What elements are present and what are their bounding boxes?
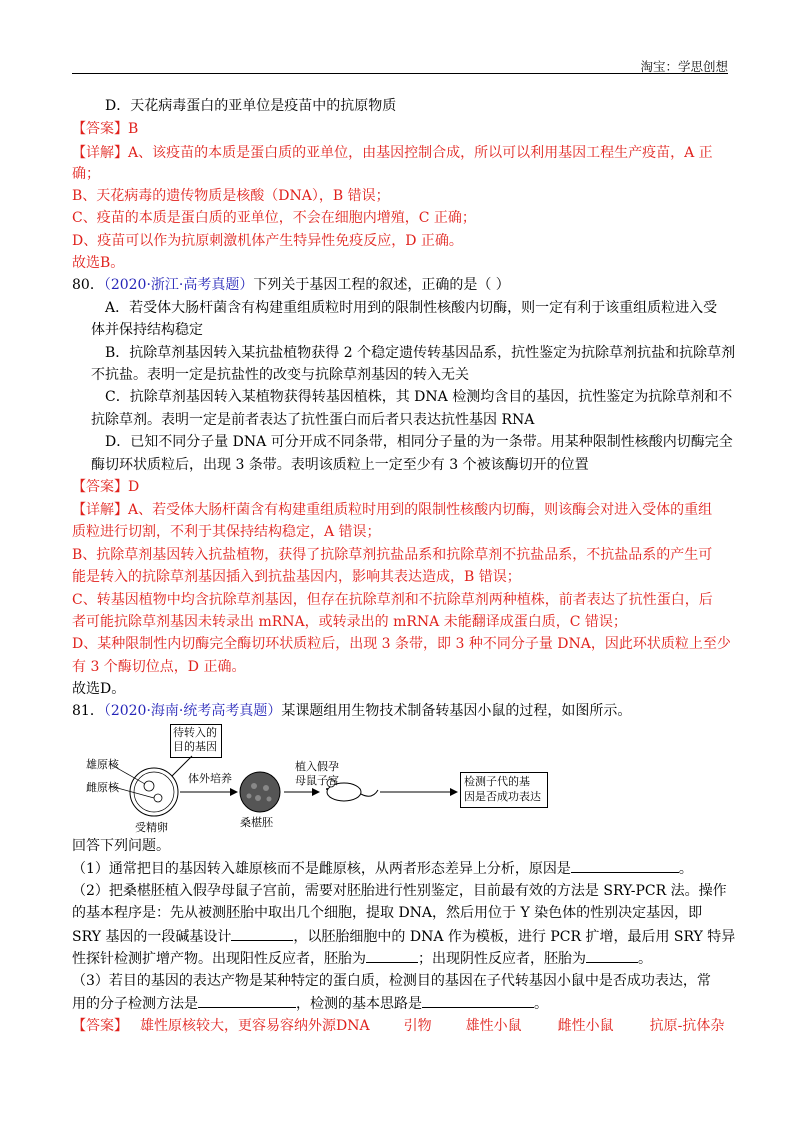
fertilized-egg-label: 受精卵: [135, 821, 168, 834]
q80-option-a-1: A．若受体大肠杆菌含有构建重组质粒时用到的限制性核酸内切酶，则一定有利于该重组质粒进入受: [105, 300, 718, 316]
question-number: 80．: [72, 277, 104, 293]
q81-answer: [72, 1016, 724, 1036]
detail-text: A、若受体大肠杆菌含有构建重组质粒时用到的限制性核酸内切酶，则该酶会对进入受体的重组: [128, 502, 713, 518]
q80-conclusion: 故选D。: [72, 681, 126, 697]
prev-detail-line-5: D、疫苗可以作为抗原刺激机体产生特异性免疫反应，D 正确。: [72, 233, 463, 249]
implant-label-2: 母鼠子宫: [295, 774, 339, 787]
answer-value: B: [128, 121, 139, 137]
q81-sub2-line-3: [72, 926, 735, 947]
prev-detail-line-4: C、疫苗的本质是蛋白质的亚单位，不会在细胞内增殖，C 正确；: [72, 210, 476, 226]
q80-answer: [72, 477, 139, 497]
answer-1: 雄性原核较大，更容易容纳外源DNA: [140, 1018, 370, 1034]
answer-blank[interactable]: [571, 858, 679, 873]
morula-label: 桑椹胚: [240, 816, 273, 829]
implant-label-1: 植入假孕: [295, 760, 339, 773]
detail-label: 【详解】: [72, 145, 128, 161]
q81-sub3-line-2: [72, 993, 548, 1014]
q80-detail-line-2: 质粒进行切割，不利于其保持结构稳定，A 错误；: [72, 524, 381, 540]
q80-option-d-1: D．已知不同分子量 DNA 可分开成不同条带，相同分子量的为一条带。用某种限制性核酸内切酶完全: [105, 434, 733, 450]
sub2-text: SRY 基因的一段碱基设计: [72, 929, 232, 945]
answer-blank[interactable]: [422, 993, 534, 1008]
prev-detail-line-3: B、天花病毒的遗传物质是核酸（DNA），B 错误；: [72, 188, 390, 204]
question-stem: 某课题组用生物技术制备转基因小鼠的过程，如图所示。: [281, 703, 632, 719]
prev-conclusion: 故选B。: [72, 255, 125, 271]
morula-cell: [255, 795, 261, 801]
q80-detail-line-1: [72, 500, 712, 520]
detect-label-2: 因是否成功表达: [464, 790, 541, 803]
mouse-tail: [361, 790, 378, 796]
q81-prompt: 回答下列问题。: [72, 838, 170, 854]
morula-cell: [263, 785, 269, 791]
answer-2: 引物: [403, 1018, 432, 1034]
sub2-end: 。: [638, 951, 652, 967]
q81-sub3-line-1: （3）若目的基因的表达产物是某种特定的蛋白质，检测目的基因在子代转基因小鼠中是否成功表达，常: [72, 973, 711, 989]
answer-5: 抗原-抗体杂: [649, 1018, 725, 1034]
q80-detail-line-7: D、某种限制性内切酶完全酶切环状质粒后，出现 3 条带，即 3 种不同分子量 DNA，因此环状质粒上至少: [72, 636, 731, 652]
female-nucleus-shape: [154, 794, 162, 802]
answer-label: 【答案】: [72, 479, 128, 495]
q80-detail-line-3: B、抗除草剂基因转入抗盐植物，获得了抗除草剂抗盐品系和抗除草剂不抗盐品系，不抗盐品系的产生可: [72, 547, 713, 563]
answer-blank[interactable]: [366, 948, 418, 963]
question-number: 81．: [72, 703, 104, 719]
q80-option-c-1: C．抗除草剂基因转入某植物获得转基因植株，其 DNA 检测均含目的基因，抗性鉴定为抗除草剂和不: [105, 389, 733, 405]
sub3-text: ，检测的基本思路是: [296, 996, 422, 1012]
q80-option-d-2: 酶切环状质粒后，出现 3 条带。表明该质粒上一定至少有 3 个被该酶切开的位置: [91, 457, 589, 473]
answer-blank[interactable]: [586, 948, 638, 963]
q80-detail-line-4: 能是转入的抗除草剂基因插入到抗盐基因内，影响其表达造成，B 错误；: [72, 569, 521, 585]
q80-option-a-2: 体并保持结构稳定: [91, 322, 203, 338]
q81-stem-line: [72, 701, 631, 721]
prev-answer: [72, 119, 138, 139]
culture-arrowhead: [230, 788, 238, 796]
fertilized-egg-shape: [130, 768, 178, 816]
q80-detail-line-5: C、转基因植物中均含抗除草剂基因，但存在抗除草剂和不抗除草剂两种植株，前者表达了抗性蛋白，后: [72, 592, 713, 608]
sub1-end: 。: [678, 861, 693, 877]
q81-sub2-line-1: （2）把桑椹胚植入假孕母鼠子宫前，需要对胚胎进行性别鉴定，目前最有效的方法是 SRY-PCR 法。操作: [72, 883, 727, 899]
question-source: （2020·海南·统考高考真题）: [103, 703, 282, 719]
answer-3: 雄性小鼠: [465, 1018, 522, 1034]
answer-label: 【答案】: [72, 1018, 128, 1034]
gene-box-label-2: 目的基因: [173, 740, 217, 753]
q80-stem-line: [72, 275, 510, 295]
sub1-text: （1）通常把目的基因转入雄原核而不是雌原核，从两者形态差异上分析，原因是: [72, 861, 571, 877]
culture-label: 体外培养: [188, 772, 232, 785]
q81-sub1: [72, 858, 693, 879]
morula-cell: [247, 794, 252, 799]
q80-option-b-1: B．抗除草剂基因转入某抗盐植物获得 2 个稳定遗传转基因品系，抗性鉴定为抗除草剂抗盐和抗除草剂: [105, 345, 736, 361]
prev-detail-line-2: 确；: [72, 166, 100, 182]
prev-detail-line-1: [72, 143, 713, 163]
q81-sub2-line-2: 的基本程序是：先从被测胚胎中取出几个细胞，提取 DNA，然后用位于 Y 染色体的性别决定基因，即: [72, 905, 703, 921]
morula-cell: [251, 783, 257, 789]
gene-box-label-1: 待转入的: [173, 726, 217, 739]
sub2-text: 性探针检测扩增产物。出现阳性反应者，胚胎为: [72, 951, 366, 967]
q80-option-c-2: 抗除草剂。表明一定是前者表达了抗性蛋白而后者只表达抗性基因 RNA: [91, 412, 535, 428]
header-divider: [72, 73, 728, 74]
male-nucleus-shape: [144, 781, 154, 791]
sub3-text: 用的分子检测方法是: [72, 996, 198, 1012]
header-shop-label: 淘宝：学思创想: [640, 59, 728, 74]
sub2-text: ，以胚胎细胞中的 DNA 作为模板，进行 PCR 扩增，最后用 SRY 特异: [293, 929, 736, 945]
answer-value: D: [128, 479, 140, 495]
detail-text: A、该疫苗的本质是蛋白质的亚单位，由基因控制合成，所以可以利用基因工程生产疫苗，A 正: [128, 145, 713, 161]
question-stem: 下列关于基因工程的叙述，正确的是（ ）: [253, 277, 510, 293]
prev-option-d: D．天花病毒蛋白的亚单位是疫苗中的抗原物质: [105, 98, 397, 114]
detail-label: 【详解】: [72, 502, 128, 518]
male-nucleus-label: 雄原核: [86, 758, 119, 771]
answer-blank[interactable]: [231, 926, 293, 941]
detect-arrowhead: [450, 788, 458, 796]
implant-arrowhead: [312, 788, 320, 796]
question-source: （2020·浙江·高考真题）: [103, 277, 254, 293]
sub3-end: 。: [534, 996, 548, 1012]
detect-label-1: 检测子代的基: [464, 775, 530, 788]
answer-blank[interactable]: [198, 993, 296, 1008]
answer-label: 【答案】: [72, 121, 128, 137]
morula-cell: [267, 797, 272, 802]
q80-detail-line-6: 者可能抗除草剂基因未转录出 mRNA，或转录出的 mRNA 未能翻译成蛋白质，C 错误；: [72, 614, 627, 630]
q80-detail-line-8: 有 3 个酶切位点，D 正确。: [72, 659, 246, 675]
q80-option-b-2: 不抗盐。表明一定是抗盐性的改变与抗除草剂基因的转入无关: [91, 367, 469, 383]
mouse-eye: [326, 788, 328, 790]
sub2-text: ；出现阴性反应者，胚胎为: [418, 951, 586, 967]
answer-4: 雌性小鼠: [557, 1018, 614, 1034]
morula-shape: [240, 772, 280, 812]
q81-sub2-line-4: [72, 948, 652, 969]
female-nucleus-label: 雌原核: [86, 781, 119, 794]
